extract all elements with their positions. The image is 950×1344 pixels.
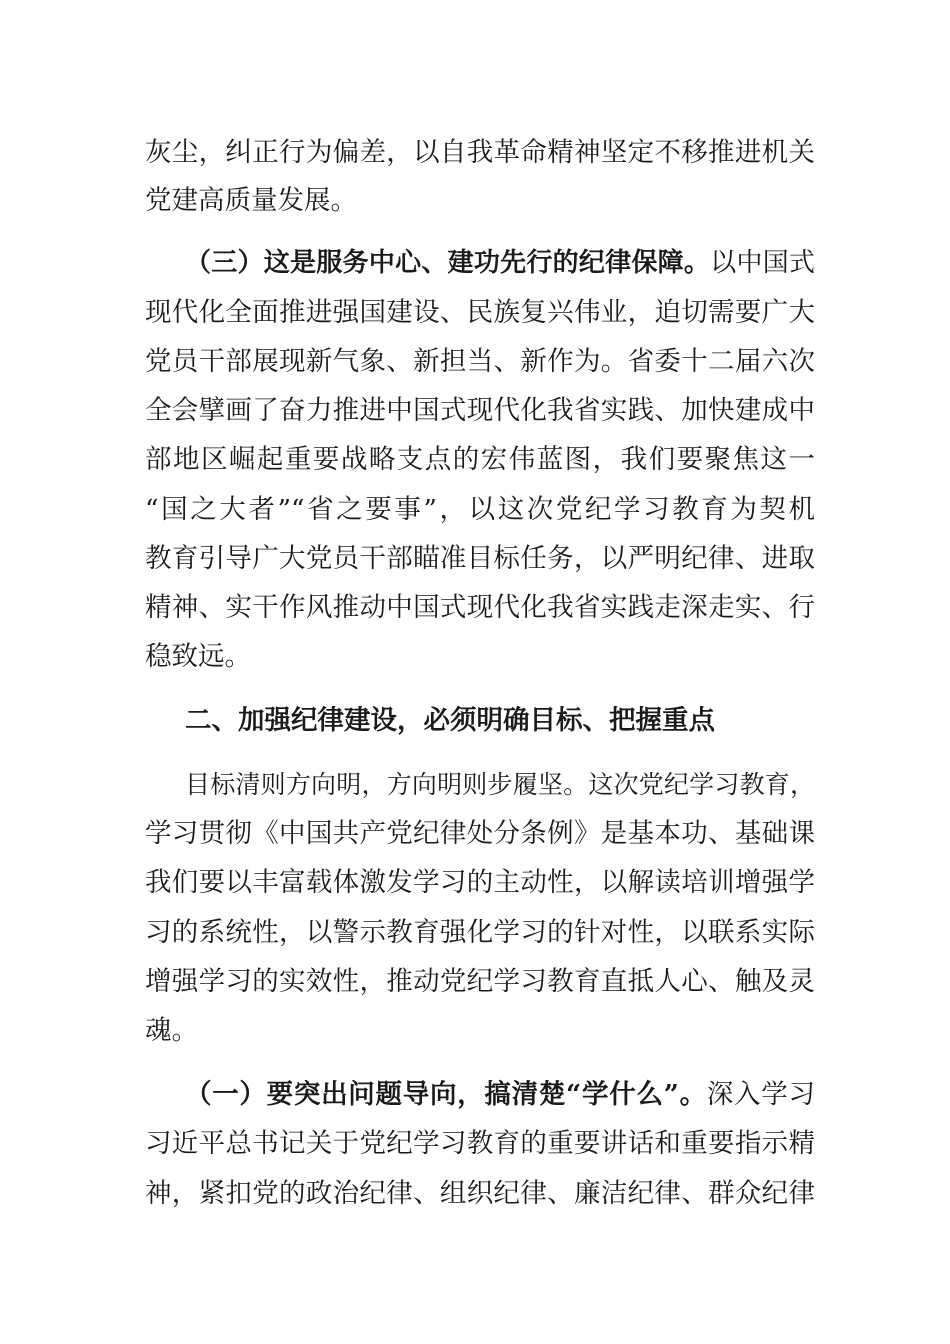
text-line: 习近平总书记关于党纪学习教育的重要讲话和重要指示精 [145,1128,815,1159]
section-lead-line [185,243,815,283]
text-line: 神，紧扣党的政治纪律、组织纪律、廉洁纪律、群众纪律 [145,1178,815,1209]
section-lead-line [185,1075,815,1115]
subsection-heading: （三）这是服务中心、建功先行的纪律保障。 [185,248,711,278]
text-line: 稳致远。 [145,641,251,672]
text-line: 党员干部展现新气象、新担当、新作为。省委十二届六次 [145,346,815,377]
text-line: 习的系统性，以警示教育强化学习的针对性，以联系实际 [145,917,815,948]
text-line: 魂。 [145,1015,198,1046]
text-span: 以中国式 [710,248,815,278]
text-line: “国之大者”“省之要事”，以这次党纪学习教育为契机 [145,494,815,525]
subsection-heading: （一）要突出问题导向，搞清楚“学什么”。 [185,1079,707,1110]
text-line: 精神、实干作风推动中国式现代化我省实践走深走实、行 [145,592,815,623]
text-line: 我们要以丰富载体激发学习的主动性，以解读培训增强学 [145,867,815,898]
text-line: 现代化全面推进强国建设、民族复兴伟业，迫切需要广大 [145,297,815,328]
text-line: 全会擘画了奋力推进中国式现代化我省实践、加快建成中 [145,395,815,426]
text-span: 深入学习 [706,1079,815,1110]
text-line: 学习贯彻《中国共产党纪律处分条例》是基本功、基础课 [145,818,815,849]
section-heading: 二、加强纪律建设，必须明确目标、把握重点 [185,705,715,736]
text-line: 灰尘，纠正行为偏差，以自我革命精神坚定不移推进机关 [145,137,815,168]
text-line: 党建高质量发展。 [145,185,357,216]
text-line: 增强学习的实效性，推动党纪学习教育直抵人心、触及灵 [145,966,815,997]
text-line: 教育引导广大党员干部瞄准目标任务，以严明纪律、进取 [145,543,815,574]
text-line: 目标清则方向明，方向明则步履坚。这次党纪学习教育， [185,770,815,799]
text-line: 部地区崛起重要战略支点的宏伟蓝图，我们要聚焦这一 [145,444,815,475]
